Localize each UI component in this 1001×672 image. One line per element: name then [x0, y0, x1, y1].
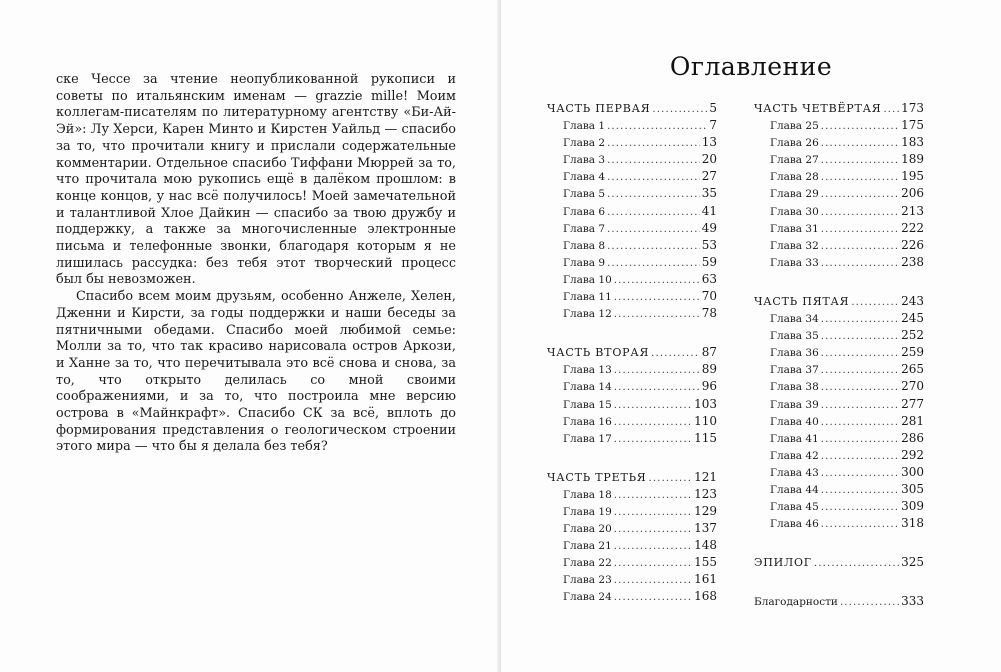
- leader-dots: [851, 294, 899, 311]
- toc-title: Оглавление: [669, 52, 833, 81]
- toc-chapter-entry-label: Глава 44: [770, 483, 819, 496]
- toc-chapter-entry: [547, 413, 717, 430]
- toc-chapter-entry-page-number: 189: [901, 152, 924, 167]
- toc-chapter-entry-label: Глава 18: [563, 488, 612, 501]
- toc-chapter-entry-page-number: 222: [901, 220, 924, 235]
- toc-chapter-entry-label: Глава 15: [563, 398, 612, 411]
- toc-chapter-entry-page-number: 13: [701, 135, 717, 150]
- toc-chapter-entry-page-number: 89: [701, 362, 717, 377]
- toc-chapter-entry: [547, 486, 717, 503]
- toc-chapter-entry: [754, 151, 924, 168]
- leader-dots: [821, 186, 899, 203]
- toc-chapter-entry-label: Глава 27: [770, 154, 819, 167]
- toc-chapter-entry-label: Глава 46: [770, 518, 819, 531]
- toc-part: [547, 100, 717, 322]
- toc-part-entry: [754, 100, 924, 117]
- leader-dots: [614, 397, 692, 414]
- toc-chapter-entry-page-number: 49: [701, 220, 717, 235]
- toc-chapter-entry: [754, 344, 924, 361]
- leader-dots: [821, 362, 899, 379]
- toc-part-entry: [547, 100, 717, 117]
- leader-dots: [821, 499, 899, 516]
- toc-chapter-entry-page-number: 7: [709, 118, 717, 133]
- toc-column-1: [547, 100, 717, 606]
- toc-chapter-entry-label: Глава 11: [563, 291, 612, 304]
- leader-dots: [821, 238, 899, 255]
- leader-dots: [883, 101, 899, 118]
- leader-dots: [821, 118, 899, 135]
- leader-dots: [614, 289, 700, 306]
- toc-chapter-entry-label: Глава 2: [563, 137, 606, 150]
- toc-chapter-entry: [754, 237, 924, 254]
- toc-chapter-entry-page-number: 252: [901, 328, 924, 343]
- toc-chapter-entry-page-number: 318: [901, 516, 924, 531]
- toc-part-entry-page-number: 243: [901, 293, 924, 308]
- toc-part-entry-page-number: 87: [701, 345, 717, 360]
- toc-chapter-entry-label: Глава 34: [770, 313, 819, 326]
- toc-chapter-entry-page-number: 63: [701, 271, 717, 286]
- toc-part-entry: [547, 469, 717, 486]
- toc-chapter-entry: [547, 254, 717, 271]
- toc-chapter-entry-label: Глава 28: [770, 171, 819, 184]
- toc-chapter-entry-page-number: 245: [901, 311, 924, 326]
- toc-chapter-entry-page-number: 195: [901, 169, 924, 184]
- leader-dots: [814, 555, 899, 572]
- toc-chapter-entry-label: Глава 42: [770, 449, 819, 462]
- toc-chapter-entry-page-number: 96: [701, 379, 717, 394]
- leader-dots: [614, 414, 692, 431]
- toc-chapter-entry-label: Глава 6: [563, 205, 606, 218]
- paragraph: Спасибо всем моим друзьям, особенно Анжеле, Хелен, Дженни и Кирсти, за годы поддержки и наши беседы за пятничными обедами. Спасибо моей любимой семье: Молли за то, что так красиво нарисовала остров Аркози, и Ханне за то, что перечитывала это всё снова и снова, за то, что открыто делилась со мной своими соображениями, и за то, что построила мне версию острова в «Майнкрафт». Спасибо СК за всё, вплоть до формирования представления о геологическом строении этого мира — что бы я делала без тебя?: [56, 289, 456, 455]
- toc-chapter-entry: [547, 185, 717, 202]
- toc-epilogue-entry-page-number: 325: [901, 555, 924, 570]
- leader-dots: [607, 221, 700, 238]
- toc-chapter-entry-label: Глава 9: [563, 256, 606, 269]
- acknowledgements-text: [56, 72, 456, 456]
- toc-chapter-entry-page-number: 300: [901, 464, 924, 479]
- toc-chapter-entry-label: Глава 25: [770, 120, 819, 133]
- leader-dots: [614, 362, 700, 379]
- toc-chapter-entry: [547, 378, 717, 395]
- paragraph: ске Чессе за чтение неопубликованной рукописи и советы по итальянским именам — grazzie mille! Моим коллегам-писателям по литературному агентству «Би-Ай-Эй»: Лу Херси, Карен Минто и Кирстен Уайльд — спасибо за то, что прочитали книгу и прислали содержательные комментарии. Отдельное спасибо Тиффани Мюррей за то, что прочитала мою рукопись ещё в далёком прошлом: в конце концов, у нас всё получилось! Моей замечательной и талантливой Хлое Дайкин — спасибо за твою дружбу и поддержку, а также за многочисленные электронные письма и телефонные звонки, благодаря которым я не лишилась рассудка: без тебя этот творческий процесс был бы невозможен.: [56, 72, 456, 288]
- toc-part-entry-page-number: 5: [709, 101, 717, 115]
- toc-chapter-entry: [547, 537, 717, 554]
- toc-part-entry: [547, 344, 717, 361]
- toc-chapter-entry: [754, 117, 924, 134]
- toc-chapter-entry: [754, 327, 924, 344]
- toc-chapter-entry: [547, 203, 717, 220]
- toc-chapter-entry-label: Глава 19: [563, 505, 612, 518]
- toc-chapter-entry-label: Глава 26: [770, 137, 819, 150]
- leader-dots: [821, 516, 899, 533]
- toc-chapter-entry-label: Глава 3: [563, 154, 606, 167]
- toc-chapter-entry-page-number: 309: [901, 499, 924, 514]
- toc-chapter-entry-label: Глава 36: [770, 347, 819, 360]
- toc-chapter-entry-label: Глава 14: [563, 381, 612, 394]
- toc-part: [754, 100, 924, 271]
- toc-chapter-entry: [547, 117, 717, 134]
- toc-chapter-entry-page-number: 20: [701, 152, 717, 167]
- toc-chapter-entry-page-number: 226: [901, 237, 924, 252]
- toc-chapter-entry-label: Глава 4: [563, 171, 606, 184]
- toc-part-entry-label: ЧАСТЬ ТРЕТЬЯ: [547, 470, 647, 484]
- leader-dots: [821, 448, 899, 465]
- leader-dots: [821, 221, 899, 238]
- leader-dots: [821, 482, 899, 499]
- leader-dots: [607, 169, 700, 186]
- leader-dots: [614, 504, 692, 521]
- toc-chapter-entry-page-number: 27: [701, 169, 717, 184]
- toc-part-entry-page-number: 121: [694, 469, 717, 484]
- toc-column-2: [754, 100, 924, 610]
- toc-chapter-entry-label: Глава 13: [563, 364, 612, 377]
- leader-dots: [821, 255, 899, 272]
- toc-chapter-entry: [754, 203, 924, 220]
- toc-chapter-entry-page-number: 53: [701, 237, 717, 252]
- toc-chapter-entry: [547, 168, 717, 185]
- toc-chapter-entry-label: Глава 20: [563, 523, 612, 536]
- leader-dots: [651, 345, 700, 362]
- toc-chapter-entry-page-number: 35: [701, 186, 717, 201]
- toc-chapter-entry: [754, 310, 924, 327]
- toc-chapter-entry-page-number: 277: [901, 396, 924, 411]
- toc-chapter-entry-label: Глава 41: [770, 432, 819, 445]
- leader-dots: [614, 572, 692, 589]
- toc-chapter-entry: [547, 361, 717, 378]
- toc-chapter-entry-label: Глава 23: [563, 574, 612, 587]
- leader-dots: [607, 255, 700, 272]
- toc-chapter-entry: [754, 361, 924, 378]
- toc-chapter-entry-page-number: 238: [901, 254, 924, 269]
- leader-dots: [614, 589, 692, 606]
- toc-chapter-entry: [754, 396, 924, 413]
- toc-chapter-entry: [754, 447, 924, 464]
- toc-chapter-entry-label: Глава 30: [770, 205, 819, 218]
- toc-chapter-entry-label: Глава 37: [770, 364, 819, 377]
- leader-dots: [649, 470, 693, 487]
- toc-chapter-entry: [547, 520, 717, 537]
- toc-chapter-entry: [754, 515, 924, 532]
- toc-chapter-entry: [754, 220, 924, 237]
- toc-chapter-entry-page-number: 161: [694, 572, 717, 587]
- toc-chapter-entry-page-number: 305: [901, 481, 924, 496]
- toc-chapter-entry-label: Глава 45: [770, 501, 819, 514]
- toc-chapter-entry-label: Глава 40: [770, 415, 819, 428]
- leader-dots: [652, 101, 707, 118]
- leader-dots: [821, 328, 899, 345]
- toc-chapter-entry: [547, 554, 717, 571]
- toc-chapter-entry: [754, 168, 924, 185]
- toc-chapter-entry: [547, 288, 717, 305]
- toc-chapter-entry-page-number: 286: [901, 430, 924, 445]
- toc-chapter-entry-label: Глава 43: [770, 466, 819, 479]
- toc-chapter-entry-page-number: 270: [901, 379, 924, 394]
- toc-chapter-entry-label: Глава 39: [770, 398, 819, 411]
- toc-chapter-entry-page-number: 281: [901, 413, 924, 428]
- toc-chapter-entry-page-number: 59: [701, 254, 717, 269]
- toc-chapter-entry-page-number: 78: [701, 306, 717, 321]
- toc-chapter-entry-page-number: 115: [694, 430, 717, 445]
- leader-dots: [614, 379, 700, 396]
- toc-chapter-entry-label: Глава 22: [563, 557, 612, 570]
- toc-chapter-entry-label: Глава 24: [563, 591, 612, 604]
- toc-chapter-entry-page-number: 41: [701, 203, 717, 218]
- toc-chapter-entry: [754, 481, 924, 498]
- toc-part: [547, 469, 717, 606]
- toc-chapter-entry-page-number: 259: [901, 345, 924, 360]
- toc-chapter-entry-label: Глава 21: [563, 540, 612, 553]
- toc-chapter-entry-label: Глава 38: [770, 381, 819, 394]
- leader-dots: [821, 431, 899, 448]
- toc-chapter-entry: [754, 185, 924, 202]
- toc-chapter-entry-page-number: 292: [901, 447, 924, 462]
- toc-chapter-entry-label: Глава 16: [563, 415, 612, 428]
- toc-chapter-entry: [754, 498, 924, 515]
- toc-chapter-entry: [547, 396, 717, 413]
- toc-chapter-entry-page-number: 155: [694, 555, 717, 570]
- toc-chapter-entry-label: Глава 32: [770, 239, 819, 252]
- leader-dots: [821, 311, 899, 328]
- leader-dots: [614, 306, 700, 323]
- toc-chapter-entry-page-number: 183: [901, 135, 924, 150]
- toc-chapter-entry-page-number: 206: [901, 186, 924, 201]
- toc-chapter-entry-label: Глава 12: [563, 308, 612, 321]
- toc-part-entry-page-number: 173: [901, 101, 924, 115]
- leader-dots: [607, 186, 700, 203]
- toc-chapter-entry-label: Глава 35: [770, 330, 819, 343]
- toc-chapter-entry-label: Глава 5: [563, 188, 606, 201]
- leader-dots: [821, 135, 899, 152]
- toc-chapter-entry-page-number: 103: [694, 396, 717, 411]
- left-page: [0, 0, 500, 672]
- leader-dots: [614, 431, 692, 448]
- toc-chapter-entry: [547, 237, 717, 254]
- toc-chapter-entry: [547, 220, 717, 237]
- leader-dots: [840, 594, 899, 611]
- toc-chapter-entry-label: Глава 1: [563, 120, 606, 133]
- toc-part: [547, 344, 717, 447]
- toc-chapter-entry-page-number: 168: [694, 589, 717, 604]
- toc-chapter-entry-page-number: 265: [901, 362, 924, 377]
- toc-chapter-entry: [547, 151, 717, 168]
- toc-chapter-entry: [754, 464, 924, 481]
- toc-chapter-entry-label: Глава 17: [563, 432, 612, 445]
- toc-part-entry-label: ЧАСТЬ ВТОРАЯ: [547, 346, 650, 360]
- leader-dots: [821, 152, 899, 169]
- toc-chapter-entry-page-number: 123: [694, 486, 717, 501]
- leader-dots: [821, 465, 899, 482]
- leader-dots: [614, 521, 692, 538]
- leader-dots: [607, 135, 700, 152]
- toc-part: [754, 293, 924, 532]
- toc-chapter-entry-label: Глава 7: [563, 222, 606, 235]
- toc-acknowledgements: [754, 593, 924, 610]
- leader-dots: [821, 414, 899, 431]
- toc-chapter-entry-page-number: 70: [701, 289, 717, 304]
- leader-dots: [821, 204, 899, 221]
- toc-chapter-entry: [547, 571, 717, 588]
- toc-chapter-entry: [754, 254, 924, 271]
- toc-chapter-entry-label: Глава 10: [563, 273, 612, 286]
- toc-chapter-entry-label: Глава 33: [770, 256, 819, 269]
- toc-chapter-entry-label: Глава 8: [563, 239, 606, 252]
- toc-part-entry-label: ЧАСТЬ ПЯТАЯ: [754, 294, 850, 308]
- leader-dots: [614, 538, 692, 555]
- leader-dots: [607, 118, 707, 135]
- toc-chapter-entry-label: Глава 29: [770, 188, 819, 201]
- toc-acknowledgements-entry-page-number: 333: [901, 594, 924, 609]
- leader-dots: [614, 272, 700, 289]
- toc-chapter-entry: [754, 378, 924, 395]
- toc-part-entry-label: ЧАСТЬ ЧЕТВЁРТАЯ: [754, 102, 882, 115]
- leader-dots: [614, 487, 692, 504]
- leader-dots: [821, 169, 899, 186]
- leader-dots: [607, 238, 700, 255]
- toc-chapter-entry-page-number: 129: [694, 503, 717, 518]
- toc-chapter-entry-page-number: 148: [694, 538, 717, 553]
- right-page: [501, 0, 1001, 672]
- toc-chapter-entry-label: Глава 31: [770, 222, 819, 235]
- leader-dots: [607, 152, 700, 169]
- toc-chapter-entry: [547, 305, 717, 322]
- toc-chapter-entry-page-number: 213: [901, 203, 924, 218]
- toc-chapter-entry: [547, 430, 717, 447]
- toc-chapter-entry: [547, 271, 717, 288]
- toc-chapter-entry: [547, 503, 717, 520]
- toc-chapter-entry-page-number: 175: [901, 118, 924, 133]
- leader-dots: [821, 379, 899, 396]
- leader-dots: [607, 204, 700, 221]
- toc-chapter-entry: [754, 430, 924, 447]
- leader-dots: [821, 345, 899, 362]
- toc-chapter-entry: [547, 134, 717, 151]
- toc-chapter-entry: [754, 413, 924, 430]
- leader-dots: [821, 397, 899, 414]
- toc-acknowledgements-entry-label: Благодарности: [754, 596, 838, 609]
- toc-epilogue-entry-label: ЭПИЛОГ: [754, 556, 812, 570]
- toc-part-entry-label: ЧАСТЬ ПЕРВАЯ: [547, 102, 651, 115]
- toc-chapter-entry: [754, 134, 924, 151]
- toc-epilogue-entry: [754, 554, 924, 571]
- toc-acknowledgements-entry: [754, 593, 924, 610]
- toc-epilogue: [754, 554, 924, 571]
- toc-chapter-entry-page-number: 137: [694, 521, 717, 536]
- toc-chapter-entry: [547, 588, 717, 605]
- toc-chapter-entry-page-number: 110: [694, 413, 717, 428]
- leader-dots: [614, 555, 692, 572]
- toc-part-entry: [754, 293, 924, 310]
